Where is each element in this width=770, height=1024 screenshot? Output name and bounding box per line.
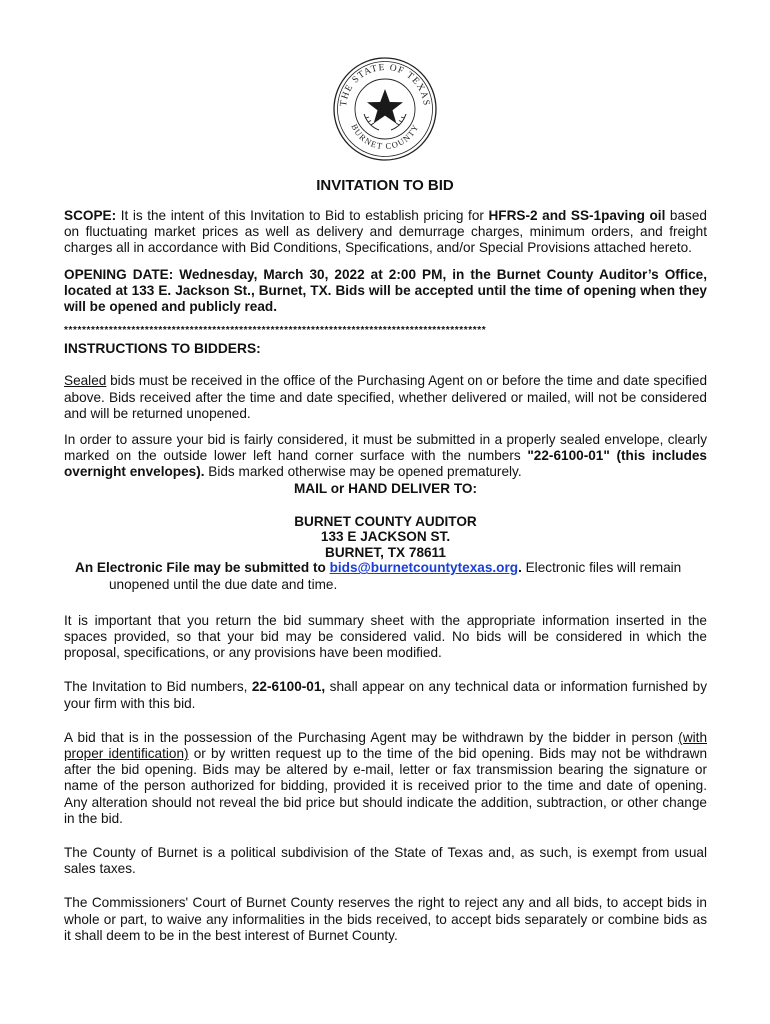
rights-paragraph: The Commissioners' Court of Burnet County reserves the right to reject any and all bids, to accept bids in whole or part, to waive any informalities in the bids received, to accept bids separately or combine bids as it shall deem to be in the best interest of Burnet County. — [64, 895, 707, 943]
document-title: INVITATION TO BID — [316, 177, 454, 194]
electronic-period: . — [518, 560, 522, 576]
scope-text: It is the intent of this Invitation to Bid to establish pricing for — [116, 208, 489, 223]
withdraw-text: A bid that is in the possession of the Purchasing Agent may be withdrawn by the bidder in person — [64, 729, 679, 745]
bid-numbers-text-2: shall appear on any technical data or information furnished by your firm with this bid. — [64, 679, 707, 711]
scope-paragraph — [64, 208, 707, 257]
county-seal-logo — [332, 56, 438, 162]
sealed-text: bids must be received in the office of the Purchasing Agent on or before the time and date specified above. Bids received after the time and date specified, whether delivered or mailed, will not be considered and will be returned unopened. — [64, 373, 707, 421]
withdraw-text-2: or by written request up to the time of the bid opening. Bids may not be withdrawn after the bid opening. Bids may be altered by e-mail, letter or fax transmission bearing the signature or name of the person authorized for bidding, provided it is received prior to the time and date of opening. Any alteration should not reveal the bid price but should indicate the addition, subtraction, or other change in the bid. — [64, 745, 708, 826]
bids-email-link[interactable]: bids@burnetcountytexas.org — [329, 560, 519, 576]
mail-heading: MAIL or HAND DELIVER TO: — [293, 480, 478, 496]
sealed-word: Sealed — [64, 373, 107, 389]
scope-text-2: based on fluctuating market prices as well as delivery and demurrage charges, minimum orders, and freight charges all in accordance with Bid Conditions, Specifications, and/or Special Provisions attached hereto. — [64, 208, 707, 256]
scope-label: SCOPE: — [64, 208, 117, 223]
withdraw-identification: (with proper identification) — [64, 729, 707, 761]
bid-numbers-text: The Invitation to Bid numbers, — [64, 679, 252, 695]
seal-text-bottom: BURNET COUNTY — [349, 122, 421, 152]
sealed-bids-paragraph — [64, 373, 707, 422]
opening-date-paragraph: OPENING DATE: Wednesday, March 30, 2022 at 2:00 PM, in the Burnet County Auditor’s Office, located at 133 E. Jackson St., Burnet, TX. Bids will be accepted until the time of opening when they will be opened and publicly read. — [64, 266, 707, 315]
electronic-text: Electronic files will remain unopened until the due date and time. — [109, 560, 682, 592]
document-body — [64, 208, 707, 954]
separator-stars: ********************************************************************************************** — [64, 325, 487, 337]
envelope-text-2: Bids marked otherwise may be opened prematurely. — [204, 464, 522, 480]
svg-text:BURNET COUNTY — [349, 122, 420, 151]
instructions-heading: INSTRUCTIONS TO BIDDERS: — [64, 341, 261, 357]
bid-summary-paragraph: It is important that you return the bid summary sheet with the appropriate information inserted in the spaces provided, so that your bid may be considered valid. No bids will be considered in which the proposal, specifications, or any provisions have been modified. — [64, 612, 707, 661]
seal-text-top: THE STATE OF TEXAS — [338, 62, 431, 108]
envelope-paragraph — [64, 432, 707, 481]
star-icon — [364, 89, 406, 130]
address-line-3: BURNET, TX 78611 — [325, 544, 446, 560]
envelope-bid-number: "22-6100-01" (this includes overnight envelopes). — [64, 448, 707, 480]
address-line-2: 133 E JACKSON ST. — [320, 529, 451, 545]
tax-exempt-paragraph: The County of Burnet is a political subdivision of the State of Texas and, as such, is exempt from usual sales taxes. — [64, 844, 707, 877]
envelope-text: In order to assure your bid is fairly considered, it must be submitted in a properly sealed envelope, clearly marked on the outside lower left hand corner surface with the numbers — [64, 432, 707, 464]
address-line-1: BURNET COUNTY AUDITOR — [294, 513, 477, 529]
electronic-file-paragraph — [64, 560, 707, 592]
scope-product: HFRS-2 and SS-1paving oil — [488, 208, 666, 223]
withdraw-paragraph — [64, 730, 707, 827]
electronic-lead: An Electronic File may be submitted to — [75, 560, 330, 576]
bid-numbers-paragraph — [64, 679, 707, 711]
bid-number: 22-6100-01, — [251, 679, 326, 695]
